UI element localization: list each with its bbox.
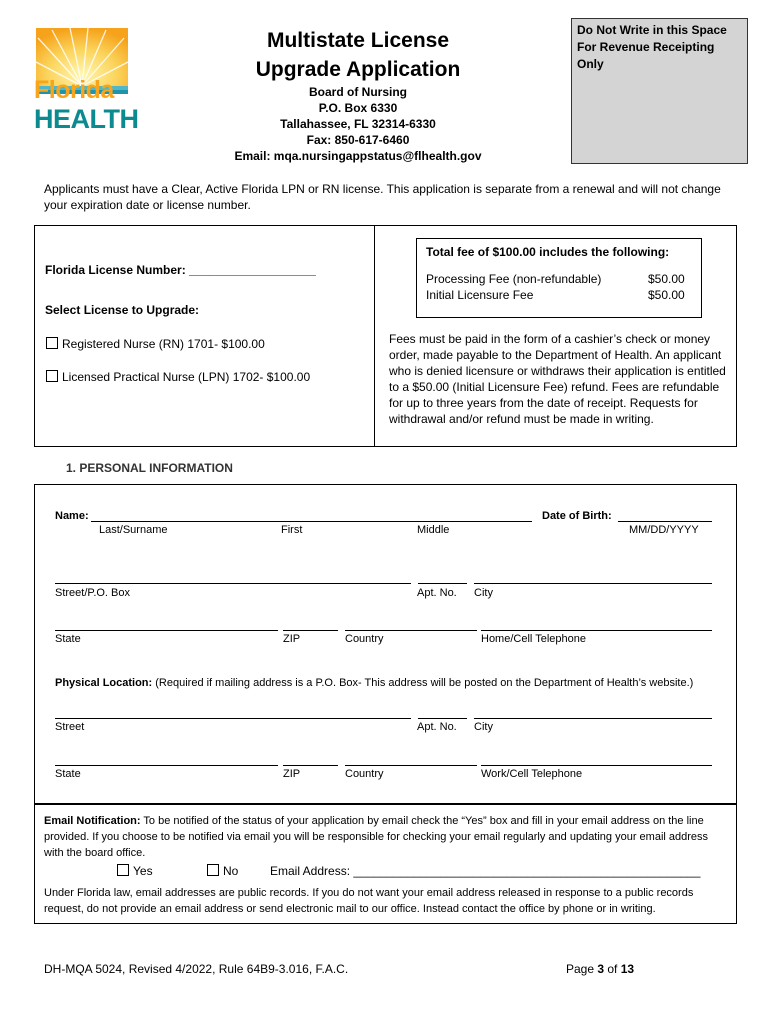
divider [374, 225, 375, 447]
page-current: 3 [597, 962, 605, 976]
middle-name-label: Middle [417, 524, 450, 536]
zip-input[interactable] [283, 630, 338, 631]
fax-number: Fax: 850-617-6460 [306, 133, 410, 147]
processing-fee-label: Processing Fee (non-refundable) [426, 272, 602, 286]
fee-note: Fees must be paid in the form of a cashier’s check or money order, made payable to the Department of Health. An applicant who is denied licensure or withdraws their application is entitled to a $50.00 (Initial Licensure Fee) refund. Fees are refundable for up to three years from the date of receipt. Requests for withdrawal and/or refund must be made in writing. [389, 332, 726, 426]
city-label: City [474, 587, 493, 599]
home-phone-label: Home/Cell Telephone [481, 633, 586, 645]
dob-label: Date of Birth: [542, 510, 612, 522]
no-checkbox[interactable] [207, 864, 219, 876]
physical-state-input[interactable] [55, 765, 278, 766]
physical-zip-label: ZIP [283, 768, 301, 780]
section-personal-info-heading: 1. PERSONAL INFORMATION [66, 461, 233, 475]
rn-checkbox[interactable] [46, 337, 58, 349]
revenue-receipting-box [571, 18, 748, 164]
board-name: Board of Nursing [309, 85, 407, 99]
physical-country-label: Country [345, 768, 384, 780]
dob-format-label: MM/DD/YYYY [629, 524, 699, 536]
select-license-label: Select License to Upgrade: [45, 303, 200, 317]
revenue-line2: For Revenue Receipting Only [577, 40, 715, 71]
email-no-option[interactable] [207, 864, 238, 878]
state-label: State [55, 633, 81, 645]
email-notification-text [44, 813, 728, 861]
yes-checkbox[interactable] [117, 864, 129, 876]
form-id: DH-MQA 5024, Revised 4/2022, Rule 64B9-3.016, F.A.C. [44, 962, 349, 976]
street-po-label: Street/P.O. Box [55, 587, 131, 599]
page-total: 13 [620, 962, 635, 976]
florida-health-logo [34, 28, 139, 136]
form-title-line2: Upgrade Application [255, 58, 461, 81]
physical-street-input[interactable] [55, 718, 411, 719]
name-input[interactable] [91, 521, 532, 522]
email-address-field[interactable]: Email Address: ____________________________________________________ [270, 864, 701, 878]
page-of: of [604, 962, 621, 976]
form-title-line1: Multistate License [266, 29, 450, 52]
work-phone-label: Work/Cell Telephone [481, 768, 583, 780]
physical-apt-label: Apt. No. [417, 721, 457, 733]
page-number [566, 962, 634, 976]
name-label: Name: [55, 510, 89, 522]
work-phone-input[interactable] [481, 765, 712, 766]
country-input[interactable] [345, 630, 477, 631]
email-yes-option[interactable] [117, 864, 153, 878]
first-name-label: First [281, 524, 303, 536]
lpn-checkbox[interactable] [46, 370, 58, 382]
processing-fee-amount: $50.00 [648, 272, 685, 286]
physical-city-input[interactable] [474, 718, 712, 719]
intro-text: Applicants must have a Clear, Active Florida LPN or RN license. This application is separate from a renewal and will not change your expiration date or license number. [44, 182, 721, 212]
last-name-label: Last/Surname [99, 524, 168, 536]
city-state: Tallahassee, FL 32314-6330 [280, 117, 436, 131]
initial-fee-amount: $50.00 [648, 288, 685, 302]
contact-email: Email: mqa.nursingappstatus@flhealth.gov [234, 149, 482, 163]
public-records-notice: Under Florida law, email addresses are public records. If you do not want your email address released in response to a public records request, do not provide an email address or send electronic mail to our office. Instead contact the office by phone or in writing. [44, 887, 694, 915]
option-rn-label: Registered Nurse (RN) 1701- $100.00 [62, 337, 265, 351]
fee-heading: Total fee of $100.00 includes the following: [426, 245, 670, 259]
country-label: Country [345, 633, 384, 645]
dob-input[interactable] [618, 521, 712, 522]
option-rn[interactable] [46, 337, 265, 351]
state-input[interactable] [55, 630, 278, 631]
license-number-field[interactable]: Florida License Number: ___________________ [45, 263, 316, 277]
zip-label: ZIP [283, 633, 301, 645]
physical-location-note [55, 677, 725, 689]
physical-location-label: Physical Location: [55, 677, 153, 689]
physical-city-label: City [474, 721, 493, 733]
email-notification-label: Email Notification: [44, 815, 141, 827]
physical-country-input[interactable] [345, 765, 477, 766]
street-po-input[interactable] [55, 583, 411, 584]
city-input[interactable] [474, 583, 712, 584]
option-lpn-label: Licensed Practical Nurse (LPN) 1702- $100.00 [62, 370, 311, 384]
physical-location-text: (Required if mailing address is a P.O. Box- This address will be posted on the Department of Health’s website.) [152, 677, 694, 689]
logo-health-text: HEALTH [34, 104, 139, 134]
no-label: No [223, 864, 239, 878]
logo-florida-text: Florida [34, 76, 114, 104]
physical-zip-input[interactable] [283, 765, 338, 766]
email-notification-body: To be notified of the status of your application by email check the “Yes” box and fill in your email address on the line provided. If you choose to be notified via email you will be responsible for checking your email regularly and updating your email address with the board office. [44, 815, 709, 859]
revenue-line1: Do Not Write in this Space [577, 23, 727, 37]
apt-label: Apt. No. [417, 587, 457, 599]
physical-state-label: State [55, 768, 81, 780]
physical-apt-input[interactable] [418, 718, 467, 719]
initial-fee-label: Initial Licensure Fee [426, 288, 534, 302]
physical-street-label: Street [55, 721, 85, 733]
apt-input[interactable] [418, 583, 467, 584]
po-box: P.O. Box 6330 [318, 101, 398, 115]
option-lpn[interactable] [46, 370, 310, 384]
yes-label: Yes [133, 864, 153, 878]
home-phone-input[interactable] [481, 630, 712, 631]
page-prefix: Page [566, 962, 598, 976]
